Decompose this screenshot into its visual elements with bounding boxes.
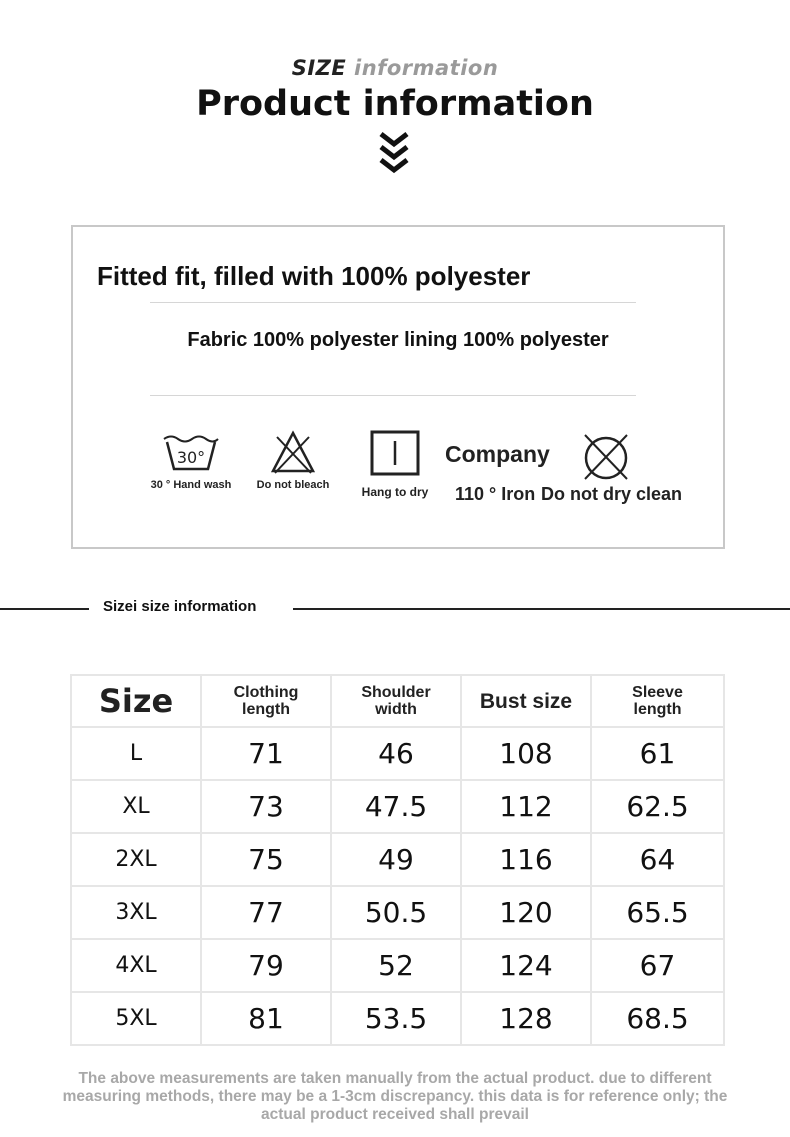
table-row — [71, 939, 724, 992]
fit-description: Fitted fit, filled with 100% polyester — [97, 261, 531, 291]
header-text: length — [242, 701, 290, 718]
do-not-dry-clean-icon — [581, 431, 631, 483]
cell-bust-size: 116 — [461, 833, 591, 886]
cell-clothing-length: 71 — [201, 727, 331, 780]
table-row — [71, 886, 724, 939]
do-not-bleach-icon — [269, 429, 317, 475]
cell-shoulder-width: 53.5 — [331, 992, 461, 1045]
care-label: 30 ° Hand wash — [150, 479, 232, 491]
cell-size: XL — [71, 780, 201, 833]
cell-shoulder-width: 46 — [331, 727, 461, 780]
table-row — [71, 727, 724, 780]
cell-shoulder-width: 49 — [331, 833, 461, 886]
table-row — [71, 833, 724, 886]
kicker-information: information — [354, 56, 499, 80]
cell-shoulder-width: 47.5 — [331, 780, 461, 833]
header-shoulder-width — [331, 675, 461, 727]
cell-clothing-length: 77 — [201, 886, 331, 939]
cell-sleeve-length: 62.5 — [591, 780, 724, 833]
kicker-size: SIZE — [291, 56, 347, 80]
table-row — [71, 780, 724, 833]
care-hand-wash — [141, 433, 241, 491]
cell-size: 2XL — [71, 833, 201, 886]
hand-wash-30-icon — [161, 433, 221, 473]
dry-clean-label: Do not dry clean — [541, 484, 683, 504]
cell-shoulder-width: 52 — [331, 939, 461, 992]
size-information-kicker — [0, 56, 790, 80]
cell-sleeve-length: 67 — [591, 939, 724, 992]
cell-size: 5XL — [71, 992, 201, 1045]
cell-clothing-length: 75 — [201, 833, 331, 886]
header-text: Sleeve — [632, 684, 683, 701]
cell-bust-size: 120 — [461, 886, 591, 939]
chevron-down-icon — [377, 130, 411, 176]
section-rule-right — [293, 608, 790, 610]
care-label: Hang to dry — [361, 485, 429, 499]
divider — [150, 302, 636, 303]
fabric-description: Fabric 100% polyester lining 100% polyester — [187, 329, 609, 351]
cell-sleeve-length: 61 — [591, 727, 724, 780]
cell-clothing-length: 79 — [201, 939, 331, 992]
hang-to-dry-icon — [369, 429, 421, 477]
divider — [150, 395, 636, 396]
size-section-title: Sizei size information — [103, 598, 257, 615]
size-table — [70, 674, 725, 1046]
section-rule-left — [0, 608, 89, 610]
cell-bust-size: 124 — [461, 939, 591, 992]
cell-size: L — [71, 727, 201, 780]
cell-clothing-length: 81 — [201, 992, 331, 1045]
header-text: Clothing — [233, 684, 299, 701]
cell-bust-size: 108 — [461, 727, 591, 780]
care-do-not-bleach — [243, 429, 343, 491]
header-text: length — [633, 701, 682, 718]
cell-clothing-length: 73 — [201, 780, 331, 833]
header-bust-size: Bust size — [461, 675, 591, 727]
header-clothing-length — [201, 675, 331, 727]
table-row — [71, 992, 724, 1045]
company-label: Company — [445, 441, 550, 467]
header-size: Size — [71, 675, 201, 727]
disclaimer-line: measuring methods, there may be a 1-3cm discrepancy. this data is for reference only; the — [62, 1088, 728, 1105]
disclaimer-line: actual product received shall prevail — [261, 1106, 529, 1123]
wash-temperature: 30° — [176, 448, 206, 467]
header-text: Shoulder — [361, 684, 431, 701]
header-sleeve-length — [591, 675, 724, 727]
cell-sleeve-length: 68.5 — [591, 992, 724, 1045]
cell-size: 4XL — [71, 939, 201, 992]
cell-sleeve-length: 64 — [591, 833, 724, 886]
table-header-row — [71, 675, 724, 727]
cell-sleeve-length: 65.5 — [591, 886, 724, 939]
cell-shoulder-width: 50.5 — [331, 886, 461, 939]
disclaimer-line: The above measurements are taken manually from the actual product. due to different — [78, 1070, 712, 1087]
cell-bust-size: 128 — [461, 992, 591, 1045]
header-text: width — [375, 701, 417, 718]
cell-size: 3XL — [71, 886, 201, 939]
care-label: Do not bleach — [256, 479, 330, 491]
cell-bust-size: 112 — [461, 780, 591, 833]
iron-temperature: 110 ° Iron — [455, 484, 536, 504]
measurement-disclaimer — [10, 1070, 780, 1124]
page-title: Product information — [196, 84, 594, 124]
care-hang-to-dry — [345, 429, 445, 499]
product-info-box — [71, 225, 725, 549]
